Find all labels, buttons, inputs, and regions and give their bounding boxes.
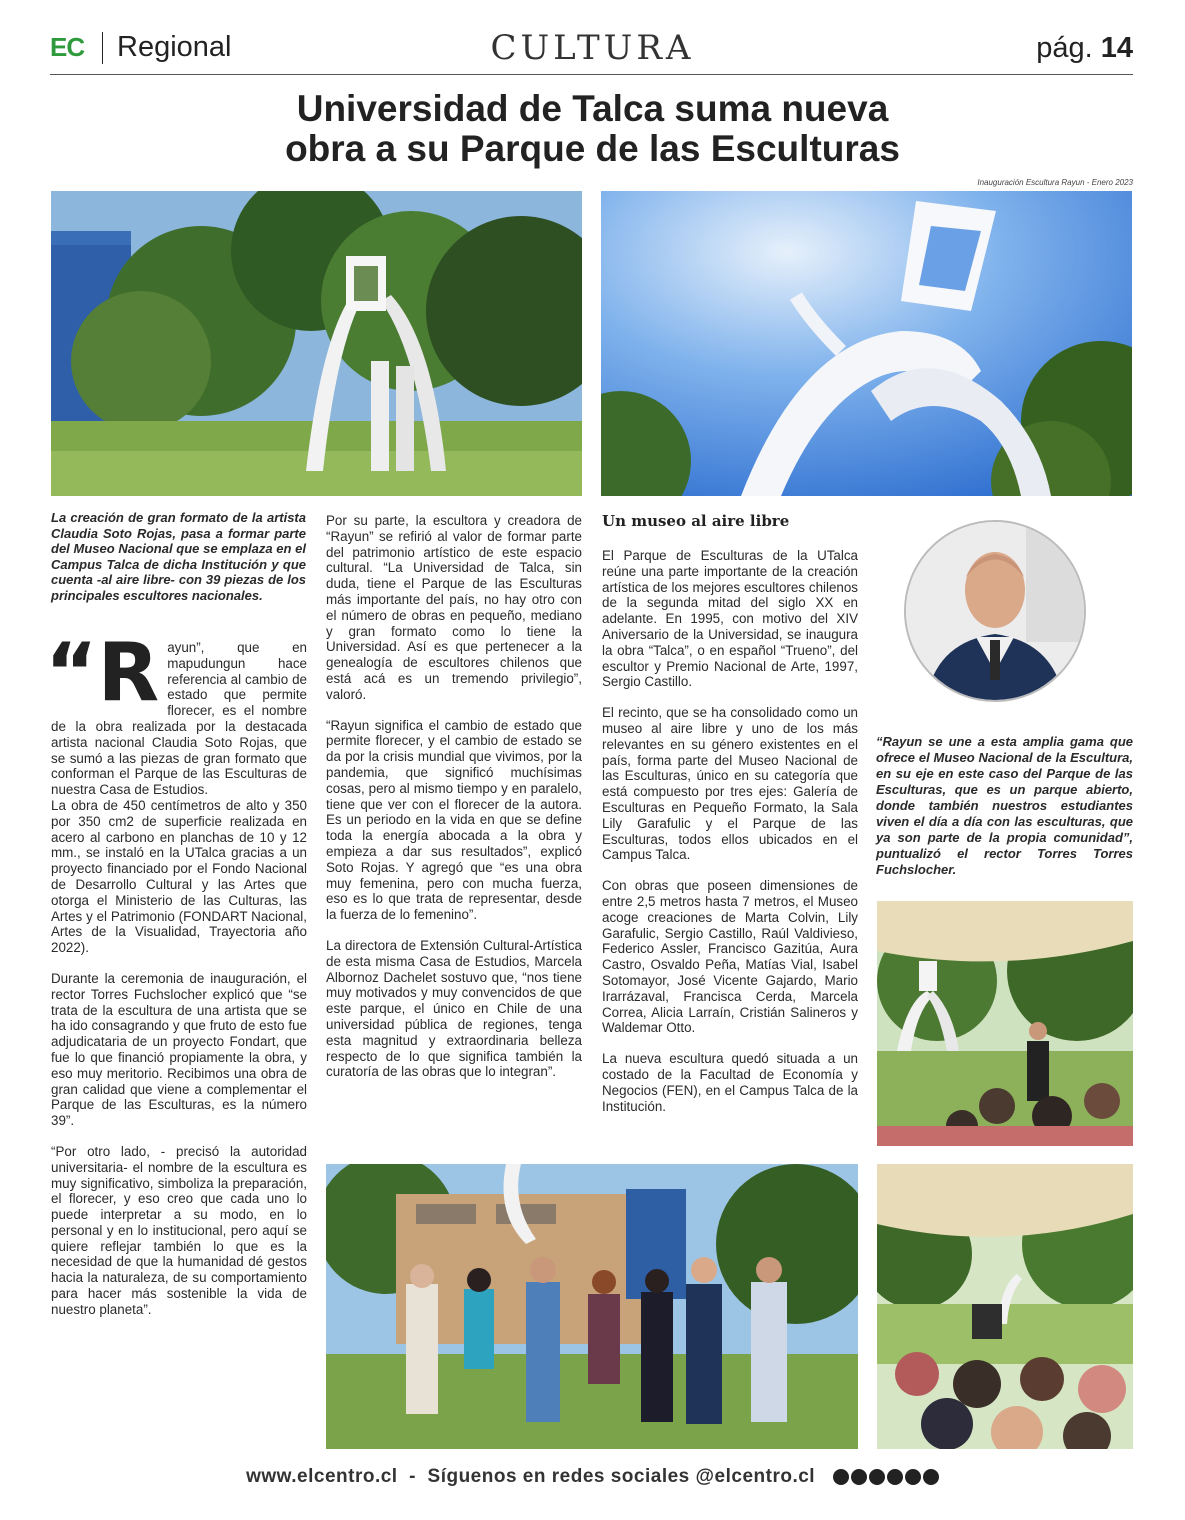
spotify-icon[interactable] xyxy=(905,1469,921,1485)
paragraph: La directora de Extensión Cultural-Artística de esta misma Casa de Estudios, Marcela Albornoz Dachelet sostuvo que, “nos tiene muy motivados y muy convencidos de que este parque, el único en Chile de una universidad pública de regiones, tenga esta magnitud y extraordinaria belleza respecto de lo que significa también la curatoría de las obras que lo integran”. xyxy=(326,937,582,1080)
article-column-2 xyxy=(326,513,582,1080)
footer xyxy=(0,1466,1185,1491)
ceremony-audience-photo xyxy=(877,901,1133,1146)
paragraph: Durante la ceremonia de inauguración, el rector Torres Fuchslocher explicó que “se trata de la escultura de una artista que se ha ido consagrando y que fruto de esto fue adjudicataria de un proyecto Fondart, que fue lo que financió propiamente la obra, y eso muy meritorio. Recibimos una obra de gran calidad que viene a complementar el Parque de las Esculturas, es la número 39”. xyxy=(51,970,307,1129)
ceremony-crowd-photo xyxy=(877,1164,1133,1449)
paragraph: La obra de 450 centímetros de alto y 350 por 350 cm2 de superficie realizada en acero al carbono en planchas de 10 y 12 mm., se instaló en la UTalca gracias a un proyecto financiado por el Fondo Nacional de Desarrollo Cultural y las Artes que otorga el Ministerio de las Culturas, las Artes y el Patrimonio (FONDART Nacional, Artes de la Visualidad, Trayectoria año 2022). xyxy=(51,797,307,956)
paragraph: ayun”, que en mapudungun hace referencia al cambio de estado que permite florecer, es el nombre de la obra realizada por la destacada artista nacional Claudia Soto Rojas, que se sumó a las piezas de gran formato que conforman el Parque de las Esculturas de nuestra Casa de Estudios. xyxy=(51,640,307,798)
page-prefix: pág. xyxy=(1036,32,1093,64)
youtube-icon[interactable] xyxy=(869,1469,885,1485)
rector-portrait xyxy=(904,520,1086,702)
paragraph: El Parque de Esculturas de la UTalca reúne una parte importante de la creación artística de los mejores escultores chilenos de la segunda mitad del siglo XX en adelante. En 1995, con motivo del XIV Aniversario de la Universidad, se inaugura la obra “Talca”, o en español “Trueno”, del escultor y Premio Nacional de Arte, 1997, Sergio Castillo. xyxy=(602,548,858,690)
paragraph: El recinto, que se ha consolidado como un museo al aire libre y uno de los más relevantes en su género existentes en el país, forma parte del Museo Nacional de las Esculturas, único en su categoría que está compuesto por tres ejes: Galería de Esculturas en Pequeño Formato, la Sala Lily Garafulic y el Parque de las Esculturas, todos ellos ubicados en el Campus Talca. xyxy=(602,705,858,863)
facebook-icon[interactable] xyxy=(833,1469,849,1485)
paragraph: La nueva escultura quedó situada a un costado de la Facultad de Economía y Negocios (FEN), en el Campus Talca de la Institución. xyxy=(602,1051,858,1114)
photo-caption: Inauguración Escultura Rayun - Enero 2023 xyxy=(977,178,1133,187)
subheading: Un museo al aire libre xyxy=(602,512,790,530)
social-icons xyxy=(831,1469,939,1491)
tiktok-icon[interactable] xyxy=(923,1469,939,1485)
article-column-3 xyxy=(602,548,858,1114)
paragraph: Con obras que poseen dimensiones de entre 2,5 metros hasta 7 metros, el Museo acoge creaciones de Marta Colvin, Lily Garafulic, Sergio Castillo, Raúl Valdivieso, Federico Assler, Francisco Gazitúa, Aura Castro, Osvaldo Peña, Matías Vial, Isabel Sotomayor, José Vicente Gajardo, Mario Irarrázaval, Francisca Cerda, Marcela Correa, Alicia Larraín, Cristián Salineros y Waldemar Otto. xyxy=(602,878,858,1036)
topic-title: CULTURA xyxy=(490,28,695,68)
footer-text: www.elcentro.cl - Síguenos en redes sociales @elcentro.cl xyxy=(246,1466,816,1487)
paragraph: “Por otro lado, - precisó la autoridad universitaria- el nombre de la escultura es muy significativo, simboliza la preparación, el florecer, y eso creo que cada uno lo puede interpretar a su modo, en lo personal y en lo institucional, pero aquí se quiere reflejar también lo que es la necesidad de que la humanidad dé gestos hacia la naturaleza, de su comportamiento para hacer más sostenible la vida de nuestro planeta”. xyxy=(51,1143,307,1317)
paragraph: Por su parte, la escultora y creadora de “Rayun” se refirió al valor de formar parte del patrimonio artístico de este espacio cultural. “La Universidad de Talca, sin duda, tiene el Parque de las Esculturas más importante del país, no hay otro con el número de obras en pequeño, mediano y gran formato como lo tiene la Universidad. Así es que pertenecer a la genealogía de escultores chilenos que está acá es un tremendo privilegio”, valoró. xyxy=(326,513,582,702)
twitter-icon[interactable] xyxy=(887,1469,903,1485)
article-lead: La creación de gran formato de la artista Claudia Soto Rojas, pasa a formar parte del Museo Nacional que se emplaza en el Campus Talca de dicha Institución y que cuenta -al aire libre- con 39 piezas de los principales escultores nacionales. xyxy=(51,510,306,603)
header-rule xyxy=(50,74,1133,75)
sculpture-park-photo xyxy=(51,191,582,496)
drop-cap: “R xyxy=(45,626,160,719)
headline-line-1: Universidad de Talca suma nueva xyxy=(296,88,889,129)
instagram-icon[interactable] xyxy=(851,1469,867,1485)
page-number xyxy=(1036,32,1133,65)
sculpture-closeup-photo xyxy=(601,191,1132,496)
pull-quote: “Rayun se une a esta amplia gama que ofrece el Museo Nacional de la Escultura, en su eje en este caso del Parque de las Esculturas, que es un parque abierto, donde también nuestros estudiantes viven el día a día con las esculturas, que ya son parte de la propia comunidad”, puntualizó el rector Torres Torres Fuchslocher. xyxy=(876,734,1133,877)
publication-logo: EC xyxy=(50,32,85,62)
group-photo xyxy=(326,1164,858,1449)
page-number-value: 14 xyxy=(1100,32,1133,64)
section-label: Regional xyxy=(117,31,232,63)
headline xyxy=(0,89,1185,169)
paragraph: “Rayun significa el cambio de estado que permite florecer, y el cambio de estado se da por la crisis mundial que vivimos, por la pandemia, que significó muchísimas cosas, pero al mismo tiempo y en paralelo, tiene que ver con el florecer de la autora. Es un periodo en la vida en que se define toda la energía abocada a la obra y empieza a dar sus resultados”, explicó Soto Rojas. Y agregó que “es una obra muy femenina, pero con mucha fuerza, eso es lo que trata de representar, desde la fuerza de lo femenino”. xyxy=(326,717,582,923)
headline-line-2: obra a su Parque de las Esculturas xyxy=(285,128,900,169)
article-column-1 xyxy=(45,626,307,1318)
